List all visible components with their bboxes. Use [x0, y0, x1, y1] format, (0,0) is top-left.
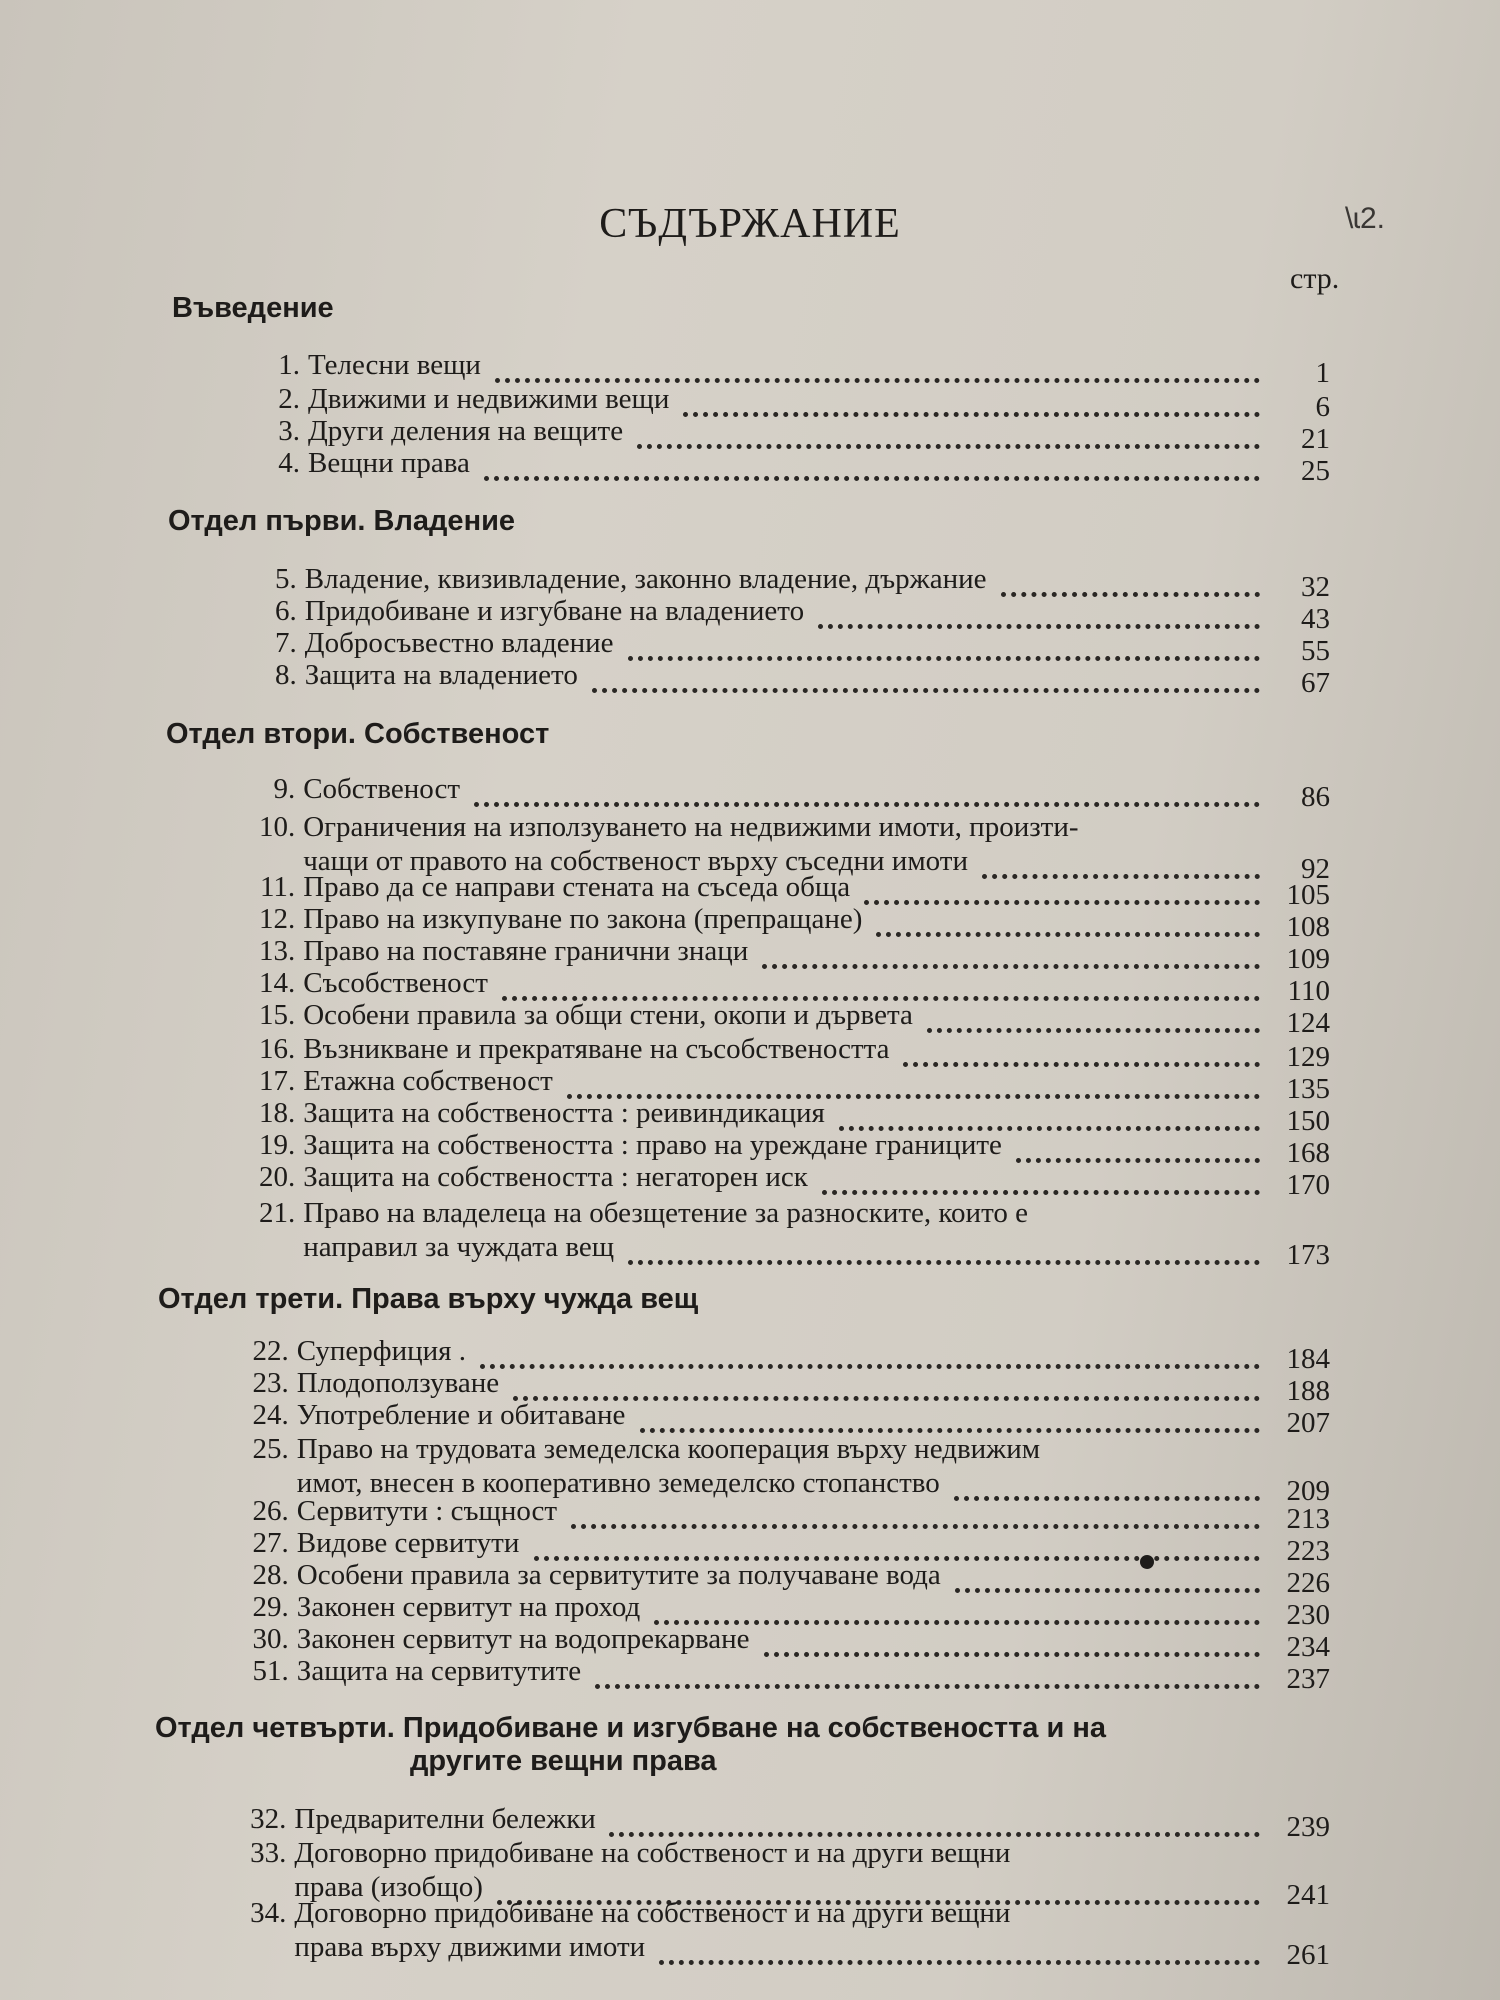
entry-title: Право на владелеца на обезщетение за разноските, които е [303, 1197, 1028, 1229]
entry-number: 33. [250, 1837, 287, 1869]
entry-page-number: 109 [1286, 943, 1330, 975]
leader-dots [495, 350, 1260, 383]
handwritten-mark: \ɩ2. [1345, 202, 1386, 235]
section-heading [172, 292, 334, 325]
toc-entry[interactable] [140, 348, 1330, 389]
entry-number: 28. [252, 1559, 289, 1591]
entry-title: Собственост [303, 773, 461, 805]
leader-dots [955, 1560, 1260, 1593]
entry-title: Защита на собствеността : реивиндикация [303, 1097, 825, 1129]
leader-dots [502, 968, 1260, 1001]
entry-page-number: 86 [1300, 781, 1330, 813]
toc-entry[interactable] [137, 626, 1330, 667]
entry-number: 17. [258, 1065, 296, 1097]
entry-title: Етажна собственост [303, 1065, 553, 1097]
entry-number: 21. [258, 1197, 296, 1229]
toc-entry[interactable] [135, 1196, 1330, 1271]
toc-entry[interactable] [140, 446, 1330, 487]
entry-title: Видове сервитути [296, 1527, 520, 1559]
entry-title: Особени правила за сервитутите за получаване вода [296, 1559, 941, 1591]
toc-entry[interactable] [135, 772, 1330, 813]
entry-number: 16. [258, 1033, 296, 1065]
toc-entry[interactable] [129, 1590, 1330, 1631]
entry-title-continued: имот, внесен в кооперативно земеделско стопанство [296, 1467, 940, 1499]
entry-number: 4. [278, 447, 300, 479]
toc-entry[interactable] [129, 1622, 1330, 1663]
entry-title: Право на поставяне гранични знаци [303, 935, 749, 967]
ink-stain [1140, 1555, 1154, 1569]
entry-number: 23. [252, 1367, 289, 1399]
toc-entry[interactable] [135, 870, 1330, 911]
page-column-label: стр. [1290, 262, 1340, 295]
entry-title: Право на трудовата земеделска кооперация върху недвижим [296, 1433, 1041, 1465]
entry-number: 13. [258, 935, 296, 967]
entry-title: Ограничения на използуването на недвижими имоти, произти- [303, 811, 1079, 843]
entry-page-number: 92 [1300, 853, 1330, 885]
toc-entry[interactable] [137, 562, 1330, 603]
entry-title: Защита на собствеността : негаторен иск [303, 1161, 808, 1193]
leader-dots [609, 1804, 1260, 1837]
leader-dots [628, 628, 1260, 661]
entry-page-number: 124 [1286, 1007, 1330, 1039]
entry-number: 10. [258, 811, 296, 843]
entry-number: 29. [252, 1591, 289, 1623]
toc-entry[interactable] [129, 1432, 1330, 1507]
section-heading-text: Въведение [172, 292, 334, 324]
entry-title-continued: направил за чуждата вещ [303, 1231, 615, 1263]
leader-dots [864, 872, 1260, 905]
entry-title: Право на изкупуване по закона (препращане) [303, 903, 863, 935]
entry-title: Плодоползуване [296, 1367, 500, 1399]
entry-page-number: 230 [1286, 1599, 1330, 1631]
entry-title: Употребление и обитаване [296, 1399, 626, 1431]
leader-dots [1001, 564, 1260, 597]
entry-title: Договорно придобиване на собственост и на други вещни [294, 1837, 1011, 1869]
toc-entry[interactable] [126, 1896, 1330, 1971]
entry-number: 9. [273, 773, 296, 805]
section-heading [168, 505, 515, 538]
entry-title: Защита на владението [304, 659, 578, 691]
toc-entry[interactable] [135, 998, 1330, 1039]
leader-dots [822, 1162, 1260, 1195]
entry-title: Суперфиция . [296, 1335, 466, 1367]
leader-dots [762, 936, 1260, 969]
leader-dots [571, 1496, 1260, 1529]
entry-number: 11. [260, 871, 296, 903]
entry-title-continued: права (изобщо) [294, 1871, 483, 1903]
entry-page-number: 110 [1287, 975, 1330, 1007]
entry-number: 8. [275, 659, 297, 691]
entry-page-number: 237 [1286, 1663, 1330, 1695]
section-heading [166, 718, 549, 751]
section-heading-text: Отдел първи. Владение [168, 505, 516, 537]
leader-dots [640, 1400, 1260, 1433]
leader-dots [484, 448, 1260, 481]
entry-title: Вещни права [308, 447, 470, 479]
entry-title: Защита на сервитутите [296, 1655, 582, 1687]
leader-dots [683, 384, 1260, 417]
toc-entry[interactable] [135, 810, 1330, 885]
section-heading-text-2: другите вещни права [410, 1745, 717, 1777]
leader-dots [654, 1592, 1260, 1625]
entry-number: 26. [252, 1495, 289, 1527]
entry-number: 24. [252, 1399, 289, 1431]
toc-entry[interactable] [135, 1032, 1330, 1073]
toc-entry[interactable] [129, 1398, 1330, 1439]
leader-dots [903, 1034, 1260, 1067]
section-heading [155, 1712, 1106, 1778]
entry-number: 6. [275, 595, 297, 627]
entry-title: Предварителни бележки [294, 1803, 596, 1835]
entry-page-number: 168 [1286, 1137, 1330, 1169]
leader-dots [480, 1336, 1260, 1369]
leader-dots [637, 416, 1260, 449]
section-heading [158, 1283, 698, 1316]
entry-number: 2. [278, 383, 300, 415]
leader-dots [818, 596, 1260, 629]
entry-page-number: 223 [1286, 1535, 1330, 1567]
toc-entry[interactable] [135, 1160, 1330, 1201]
entry-number: 7. [275, 627, 297, 659]
leader-dots [628, 1232, 1260, 1265]
entry-number: 19. [258, 1129, 296, 1161]
entry-title: Законен сервитут на проход [296, 1591, 641, 1623]
entry-title: Право да се направи стената на съседа обща [303, 871, 851, 903]
entry-page-number: 21 [1301, 423, 1330, 455]
leader-dots [839, 1098, 1260, 1131]
leader-dots [474, 774, 1260, 807]
toc-entry[interactable] [129, 1654, 1330, 1695]
entry-page-number: 108 [1286, 911, 1330, 943]
leader-dots [1016, 1130, 1260, 1163]
entry-page-number: 226 [1286, 1567, 1330, 1599]
entry-number: 25. [252, 1433, 289, 1465]
entry-title: Движими и недвижими вещи [308, 383, 670, 415]
entry-number: 51. [252, 1655, 289, 1687]
entry-title: Придобиване и изгубване на владението [304, 595, 805, 627]
entry-page-number: 105 [1286, 879, 1330, 911]
entry-page-number: 188 [1286, 1375, 1330, 1407]
toc-entry[interactable] [126, 1836, 1330, 1911]
entry-number: 12. [258, 903, 296, 935]
leader-dots [764, 1624, 1260, 1657]
entry-number: 30. [252, 1623, 289, 1655]
toc-entry[interactable] [135, 1064, 1330, 1105]
entry-page-number: 239 [1286, 1811, 1330, 1843]
entry-page-number: 150 [1286, 1105, 1330, 1137]
entry-number: 15. [258, 999, 296, 1031]
toc-entry[interactable] [137, 658, 1330, 699]
leader-dots [567, 1066, 1260, 1099]
toc-entry[interactable] [140, 382, 1330, 423]
toc-entry[interactable] [129, 1334, 1330, 1375]
leader-dots [876, 904, 1260, 937]
leader-dots [592, 660, 1260, 693]
entry-page-number: 241 [1286, 1879, 1330, 1911]
section-heading-text: Отдел четвърти. Придобиване и изгубване на собствеността и на [155, 1712, 1107, 1744]
entry-page-number: 129 [1286, 1041, 1330, 1073]
toc-entry[interactable] [140, 414, 1330, 455]
entry-title: Възникване и прекратяване на съсобствеността [303, 1033, 890, 1065]
page-title: СЪДЪРЖАНИЕ [599, 201, 901, 247]
entry-title: Защита на собствеността : право на уреждане границите [303, 1129, 1002, 1161]
entry-page-number: 32 [1300, 571, 1330, 603]
entry-page-number: 234 [1286, 1631, 1330, 1663]
entry-title: Съсобственост [303, 967, 488, 999]
leader-dots [659, 1932, 1260, 1965]
entry-title: Законен сервитут на водопрекарване [296, 1623, 750, 1655]
toc-entry[interactable] [135, 902, 1330, 943]
toc-entry[interactable] [137, 594, 1330, 635]
entry-number: 14. [258, 967, 296, 999]
entry-page-number: 184 [1286, 1343, 1330, 1375]
entry-page-number: 170 [1286, 1169, 1330, 1201]
entry-title: Други деления на вещите [308, 415, 624, 447]
section-heading-text: Отдел втори. Собственост [166, 718, 550, 750]
entry-title: Сервитути : същност [296, 1495, 558, 1527]
toc-entry[interactable] [126, 1802, 1330, 1843]
toc-entry[interactable] [129, 1494, 1330, 1535]
entry-number: 22. [252, 1335, 289, 1367]
entry-number: 3. [278, 415, 300, 447]
entry-title: Особени правила за общи стени, окопи и дървета [303, 999, 913, 1031]
bleed-through [430, 150, 437, 180]
entry-title-continued: права върху движими имоти [294, 1931, 646, 1963]
entry-number: 32. [250, 1803, 287, 1835]
entry-page-number: 43 [1300, 603, 1330, 635]
leader-dots [595, 1656, 1260, 1689]
entry-page-number: 207 [1286, 1407, 1330, 1439]
entry-page-number: 25 [1301, 455, 1330, 487]
toc-entry[interactable] [135, 1128, 1330, 1169]
toc-entry[interactable] [135, 1096, 1330, 1137]
toc-entry[interactable] [129, 1366, 1330, 1407]
entry-page-number: 213 [1286, 1503, 1330, 1535]
entry-title: Владение, квизивладение, законно владение, държание [304, 563, 987, 595]
entry-page-number: 135 [1286, 1073, 1330, 1105]
toc-entry[interactable] [135, 966, 1330, 1007]
entry-page-number: 1 [1315, 357, 1330, 389]
entry-number: 34. [250, 1897, 287, 1929]
section-heading-text: Отдел трети. Права върху чужда вещ [158, 1283, 699, 1315]
entry-title: Телесни вещи [308, 349, 481, 381]
entry-page-number: 67 [1300, 667, 1330, 699]
entry-number: 20. [258, 1161, 296, 1193]
entry-title: Договорно придобиване на собственост и на други вещни [294, 1897, 1011, 1929]
leader-dots [927, 1000, 1260, 1033]
entry-number: 5. [275, 563, 297, 595]
entry-page-number: 55 [1300, 635, 1330, 667]
entry-number: 1. [278, 349, 300, 381]
entry-number: 18. [258, 1097, 296, 1129]
entry-page-number: 6 [1315, 391, 1330, 423]
toc-entry[interactable] [135, 934, 1330, 975]
entry-page-number: 261 [1286, 1939, 1330, 1971]
entry-page-number: 173 [1286, 1239, 1330, 1271]
entry-title: Добросъвестно владение [304, 627, 614, 659]
entry-page-number: 209 [1286, 1475, 1330, 1507]
leader-dots [513, 1368, 1260, 1401]
entry-title-continued: чащи от правото на собственост върху съседни имоти [303, 845, 968, 877]
entry-number: 27. [252, 1527, 289, 1559]
